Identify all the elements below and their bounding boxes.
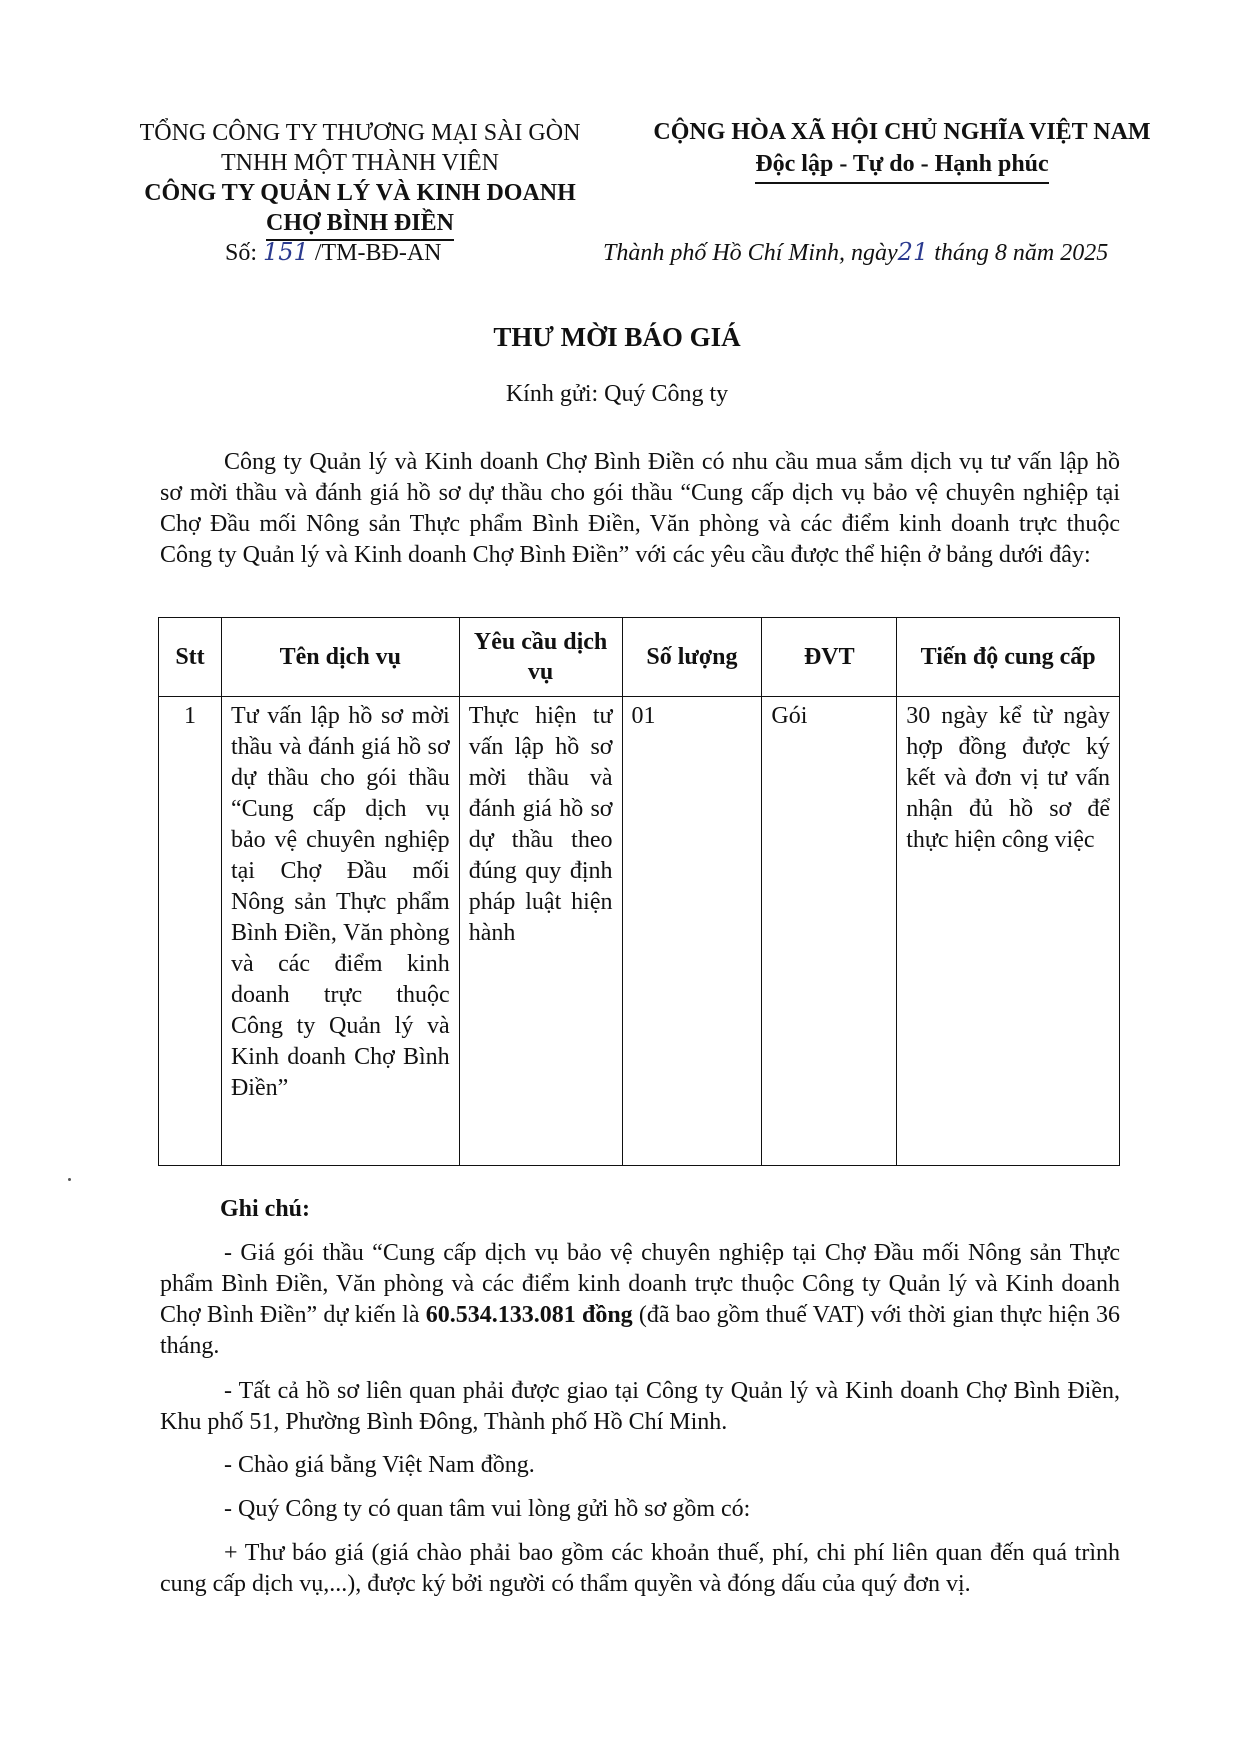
note-budget-text-b: (đã bao gồm thuế VAT) với thời gian thực hiện 36 tháng. xyxy=(160,1302,1121,1359)
cell-unit: Gói xyxy=(762,697,897,1166)
document-title: THƯ MỜI BÁO GIÁ xyxy=(493,322,741,352)
national-motto-block xyxy=(628,116,1176,184)
table-header-row xyxy=(159,618,1120,697)
note-budget-amount: 60.534.133.081 đồng xyxy=(425,1302,633,1328)
table-row xyxy=(159,697,1120,1166)
date-day-handwritten: 21 xyxy=(897,238,929,266)
date-prefix: Thành phố Hồ Chí Minh, ngày xyxy=(603,240,898,266)
intro-paragraph: Công ty Quản lý và Kinh doanh Chợ Bình Điền có nhu cầu mua sắm dịch vụ tư vấn lập hồ sơ mời thầu và đánh giá hồ sơ dự thầu cho gói thầu “Cung cấp dịch vụ bảo vệ chuyên nghiệp tại Chợ Đầu mối Nông sản Thực phẩm Bình Điền, Văn phòng và các điểm kinh doanh trực thuộc Công ty Quản lý và Kinh doanh Chợ Bình Điền” với các yêu cầu được thể hiện ở bảng dưới đây: xyxy=(160,449,1120,568)
header-requirement: Yêu cầu dịch vụ xyxy=(459,618,622,697)
document-date xyxy=(603,238,1108,267)
issuer-parent-line2: TNHH MỘT THÀNH VIÊN xyxy=(221,150,499,176)
service-table xyxy=(158,617,1120,1166)
header-service-name: Tên dịch vụ xyxy=(221,618,459,697)
header-unit: ĐVT xyxy=(762,618,897,697)
header-quantity: Số lượng xyxy=(622,618,762,697)
note-submission: - Quý Công ty có quan tâm vui lòng gửi hồ sơ gồm có: xyxy=(224,1496,751,1522)
note-delivery-address: - Tất cả hồ sơ liên quan phải được giao tại Công ty Quản lý và Kinh doanh Chợ Bình Điền, Khu phố 51, Phường Bình Đông, Thành phố Hồ Chí Minh. xyxy=(160,1378,1120,1435)
document-number xyxy=(225,238,441,267)
date-suffix: tháng 8 năm 2025 xyxy=(928,240,1109,266)
cell-service-name: Tư vấn lập hồ sơ mời thầu và đánh giá hồ sơ dự thầu cho gói thầu “Cung cấp dịch vụ bảo vệ chuyên nghiệp tại Chợ Đầu mối Nông sản Thực phẩm Bình Điền, Văn phòng và các điểm kinh doanh trực thuộc Công ty Quản lý và Kinh doanh Chợ Bình Điền” xyxy=(221,697,459,1166)
note-budget xyxy=(160,1238,1120,1362)
cell-schedule: 30 ngày kể từ ngày hợp đồng được ký kết và đơn vị tư vấn nhận đủ hồ sơ để thực hiện công việc xyxy=(897,697,1120,1166)
ref-suffix: /TM-BĐ-AN xyxy=(308,240,442,266)
scan-speck xyxy=(68,1178,71,1181)
cell-requirement: Thực hiện tư vấn lập hồ sơ mời thầu và đánh giá hồ sơ dự thầu theo đúng quy định pháp luật hiện hành xyxy=(459,697,622,1166)
cell-stt: 1 xyxy=(159,697,222,1166)
header-schedule: Tiến độ cung cấp xyxy=(897,618,1120,697)
issuer-parent-line1: TỔNG CÔNG TY THƯƠNG MẠI SÀI GÒN xyxy=(139,120,581,146)
ref-number-handwritten: 151 xyxy=(263,238,309,266)
issuer-name-line1: CÔNG TY QUẢN LÝ VÀ KINH DOANH xyxy=(144,180,576,206)
issuer-name-line2: CHỢ BÌNH ĐIỀN xyxy=(266,208,454,241)
notes-heading: Ghi chú: xyxy=(220,1196,311,1222)
note-budget-text-a: - Giá gói thầu “Cung cấp dịch vụ bảo vệ chuyên nghiệp tại Chợ Đầu mối Nông sản Thực phẩm Bình Điền, Văn phòng và các điểm kinh doanh trực thuộc Công ty Quản lý và Kinh doanh Chợ Bình Điền” dự kiến là xyxy=(160,1240,1120,1328)
national-motto: Độc lập - Tự do - Hạnh phúc xyxy=(755,148,1048,184)
issuer-block xyxy=(115,118,605,241)
salutation: Kính gửi: Quý Công ty xyxy=(505,381,729,407)
ref-prefix: Số: xyxy=(225,240,264,266)
note-quotation-letter: + Thư báo giá (giá chào phải bao gồm các khoản thuế, phí, chi phí liên quan đến quá trình cung cấp dịch vụ,...), được ký bởi người có thẩm quyền và đóng dấu của quý đơn vị. xyxy=(160,1540,1120,1597)
national-name: CỘNG HÒA XÃ HỘI CHỦ NGHĨA VIỆT NAM xyxy=(653,119,1151,145)
header-stt: Stt xyxy=(159,618,222,697)
cell-quantity: 01 xyxy=(622,697,762,1166)
note-currency: - Chào giá bằng Việt Nam đồng. xyxy=(224,1452,535,1478)
